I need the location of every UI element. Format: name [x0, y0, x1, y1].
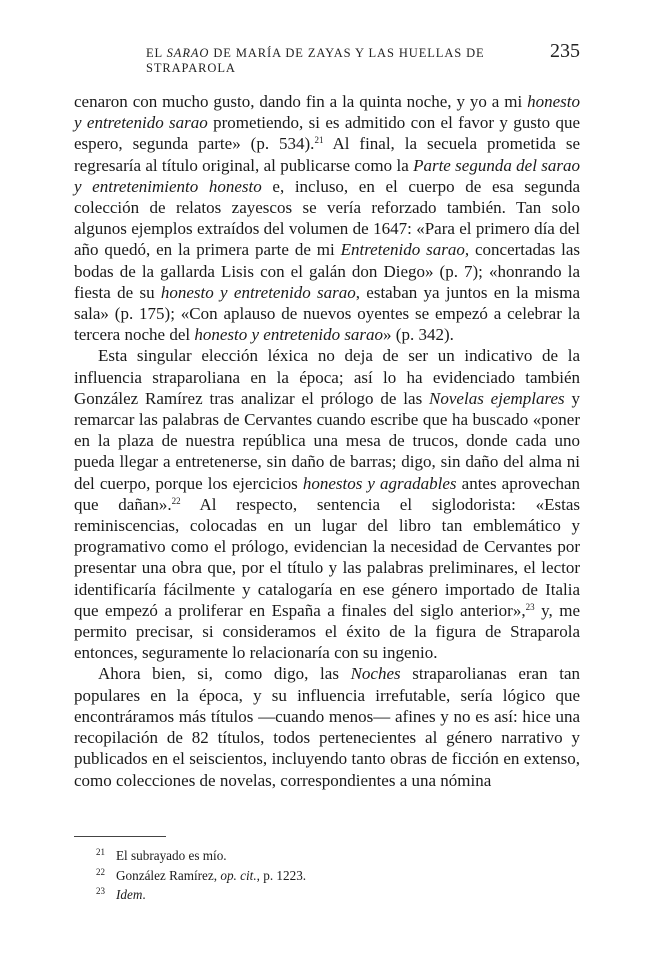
- text-run: , concertadas las bodas de la gallarda Lisis con el galán don Diego» (p. 7); «honrando la fiesta de su: [74, 240, 580, 302]
- body-text: [74, 91, 580, 791]
- text-run: e, incluso, en el cuerpo de esa segunda colección de relatos zayescos se vería reforzado también. Tan solo algunos ejemplos extraídos del volumen de 1647: «Para el primero día del año quedó, en la primera parte de mi: [74, 176, 580, 260]
- italic-text: honesto y entretenido sarao: [74, 92, 580, 133]
- running-head: [74, 40, 580, 76]
- body-paragraph: [74, 663, 580, 790]
- italic-text: Noches: [350, 664, 401, 684]
- body-paragraph: [74, 345, 580, 663]
- body-paragraph: [74, 91, 580, 345]
- italic-text: Novelas ejemplares: [429, 388, 565, 408]
- text-run: cenaron con mucho gusto, dando fin a la quinta noche, y yo a mi: [74, 92, 528, 111]
- running-title-pre: EL: [146, 46, 167, 60]
- text-run: .: [142, 887, 146, 902]
- text-run: prometiendo, si es admitido con el favor y gusto que espero, segunda parte» (p. 534).: [74, 113, 580, 154]
- text-run: y, me permito precisar, si consideramos el éxito de la figura de Straparola entonces, seguramente lo relacionaría con su ingenio.: [74, 600, 580, 663]
- text-run: Al final, la secuela prometida se regresaría al título original, al publicarse como la: [74, 134, 580, 175]
- running-title: [74, 46, 550, 76]
- italic-text: honesto y entretenido sarao: [194, 325, 384, 345]
- footnote: [96, 866, 576, 886]
- footnote-number: 22: [96, 866, 105, 877]
- running-title-post: DE MARÍA DE ZAYAS Y LAS HUELLAS DE STRAPAROLA: [146, 46, 485, 75]
- footnote-ref[interactable]: 23: [525, 601, 535, 612]
- text-run: , estaban ya juntos en la misma sala» (p. 175); «Con aplauso de nuevos oyentes se empezó a celebrar la tercera noche del: [74, 282, 581, 345]
- footnote-number: 21: [96, 847, 105, 857]
- text-run: antes aprovechan que dañan».: [74, 473, 580, 514]
- italic-text: Parte segunda del sarao y entretenimiento honesto: [74, 155, 580, 196]
- italic-text: Idem: [116, 887, 143, 902]
- footnote: [96, 885, 576, 905]
- footnote-number: 23: [96, 886, 105, 896]
- footnote-text: [116, 885, 146, 905]
- footnote-rule: [74, 836, 166, 837]
- italic-text: honestos y agradables: [302, 473, 457, 493]
- footnote-text: [116, 866, 306, 886]
- page-number: 235: [550, 40, 580, 62]
- footnote-text: [116, 846, 227, 866]
- footnotes: [96, 846, 576, 905]
- footnote-ref[interactable]: 22: [171, 495, 181, 506]
- footnote: [96, 846, 576, 866]
- italic-text: op. cit.: [220, 867, 257, 883]
- text-run: El subrayado es mío.: [116, 848, 227, 863]
- footnote-ref[interactable]: 21: [314, 135, 324, 146]
- text-run: y remarcar las palabras de Cervantes cuando escribe que ha buscado «poner en la plaza de nuestra república una mesa de trucos, donde cada uno pueda llegar a entretenerse, sin daño de barras; digo, sin daño del alma ni del cuerpo, porque los ejercicios: [74, 388, 580, 493]
- text-run: straparolianas eran tan populares en la época, y su influencia irrefutable, sería lógico que encontráramos más títulos —cuando menos— afines y no es así: hice una recopilación de 82 títulos, todos pertenecientes al género narrativo y publicados en el seiscientos, incluyendo tanto obras de ficción en extenso, como colecciones de novelas, correspondientes a una nómina: [74, 664, 580, 790]
- text-run: Al respecto, sentencia el siglodorista: «Estas reminiscencias, colocadas en un lugar del libro tan emblemático y programativo como el prólogo, evidencian la necesidad de Cervantes por presentar una obra que, por el título y las palabras preliminares, el lector identificaría fácilmente y catalogaría en ese género importado de Italia que empezó a proliferar en España a finales del siglo anterior»,: [74, 494, 580, 620]
- running-title-italic: SARAO: [166, 46, 210, 60]
- italic-text: Entretenido sarao: [340, 240, 465, 260]
- text-run: Ahora bien, si, como digo, las: [98, 664, 351, 684]
- text-run: , p. 1223.: [256, 867, 307, 883]
- text-run: » (p. 342).: [383, 325, 454, 345]
- text-run: Esta singular elección léxica no deja de ser un indicativo de la influencia straparoliana en la época; así lo ha evidenciado también González Ramírez tras analizar el prólogo de las: [74, 346, 580, 408]
- italic-text: honesto y entretenido sarao: [160, 282, 356, 302]
- text-run: González Ramírez,: [116, 867, 221, 883]
